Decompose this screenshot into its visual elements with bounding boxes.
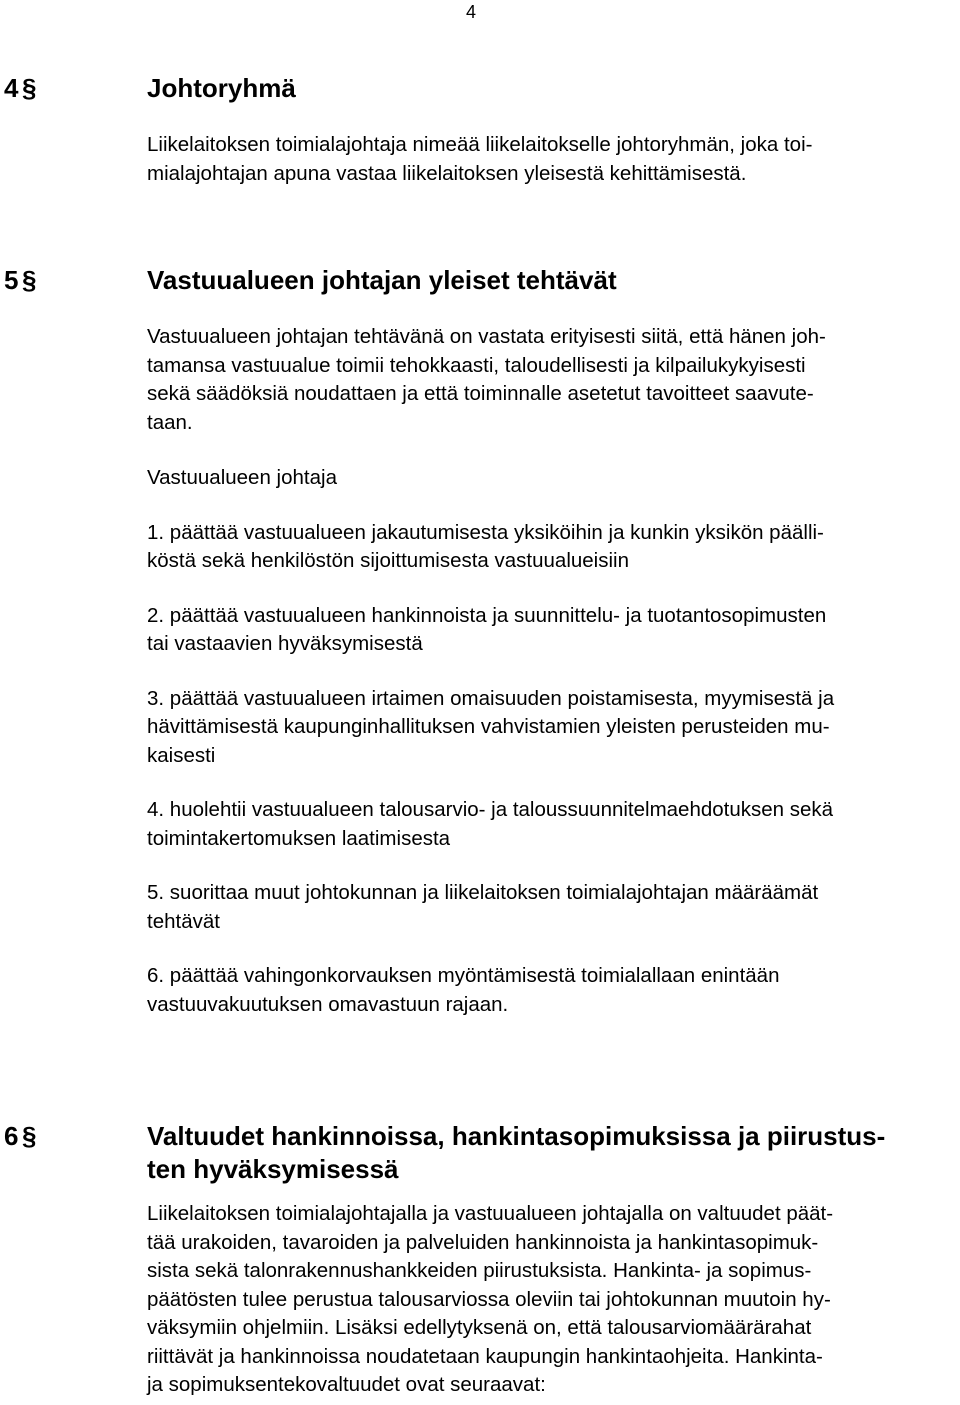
list-item: 1. päättää vastuualueen jakautumisesta yksiköihin ja kunkin yksikön päälli- köstä sekä henkilöstön sijoittumisesta vastuualueisiin <box>147 520 824 572</box>
section-6 <box>0 1120 960 1400</box>
section-body: Liikelaitoksen toimialajohtaja nimeää liikelaitokselle johtoryhmän, joka toi- mialajohtajan apuna vastaa liikelaitoksen yleisestä kehittämisestä. <box>147 133 813 185</box>
section-5 <box>0 264 960 1019</box>
section-number: 5 <box>4 265 19 295</box>
section-4 <box>0 72 960 188</box>
list-item: 5. suorittaa muut johtokunnan ja liikelaitoksen toimialajohtajan määräämät tehtävät <box>147 881 819 933</box>
duty-list <box>0 519 960 1020</box>
page-number: 4 <box>466 2 477 22</box>
section-sign: § <box>22 265 37 295</box>
section-sign: § <box>22 1121 37 1151</box>
section-title: Johtoryhmä <box>147 73 296 103</box>
list-item: 2. päättää vastuualueen hankinnoista ja suunnittelu- ja tuotantosopimusten tai vastaavien hyväksymisestä <box>147 603 827 655</box>
section-title: Valtuudet hankinnoissa, hankintasopimuksissa ja piirustus- ten hyväksymisessä <box>147 1121 886 1184</box>
section-number: 6 <box>4 1121 19 1151</box>
list-item: 6. päättää vahingonkorvauksen myöntämisestä toimialallaan enintään vastuuvakuutuksen omavastuun rajaan. <box>147 964 780 1016</box>
section-heading <box>0 264 960 296</box>
subheading: Vastuualueen johtaja <box>147 466 337 489</box>
list-item: 4. huolehtii vastuualueen talousarvio- ja taloussuunnitelmaehdotuksen sekä toimintakertomuksen laatimisesta <box>147 798 834 850</box>
section-body: Liikelaitoksen toimialajohtajalla ja vastuualueen johtajalla on valtuudet päät- tää urakoiden, tavaroiden ja palveluiden hankinnoista ja hankintasopimuk- sista sekä talonrakennushankkeiden piirustuksista. Hankinta- ja sopimus- päätösten tulee perustua talousarviossa oleviin tai johtokunnan muutoin hy- väksymiin ohjelmiin. Lisäksi edellytyksenä on, että talousarviomäärärahat riittävät ja hankinnoissa noudatetaan kaupungin hankintaohjeita. Hankinta- ja sopimuksentekovaltuudet ovat seuraavat: <box>147 1202 834 1396</box>
section-heading <box>0 1120 960 1186</box>
section-heading <box>0 72 960 104</box>
section-intro: Vastuualueen johtajan tehtävänä on vastata erityisesti siitä, että hänen joh- tamansa vastuualue toimii tehokkaasti, taloudellisesti ja kilpailukykyisesti sekä säädöksiä noudattaen ja että toiminnalle asetetut tavoitteet saavute- taan. <box>147 325 826 434</box>
section-title: Vastuualueen johtajan yleiset tehtävät <box>147 265 617 295</box>
list-item: 3. päättää vastuualueen irtaimen omaisuuden poistamisesta, myymisestä ja hävittämisestä kaupunginhallituksen vahvistamien yleisten perusteiden mu- kaisesti <box>147 686 835 767</box>
section-sign: § <box>22 73 37 103</box>
section-number: 4 <box>4 73 19 103</box>
